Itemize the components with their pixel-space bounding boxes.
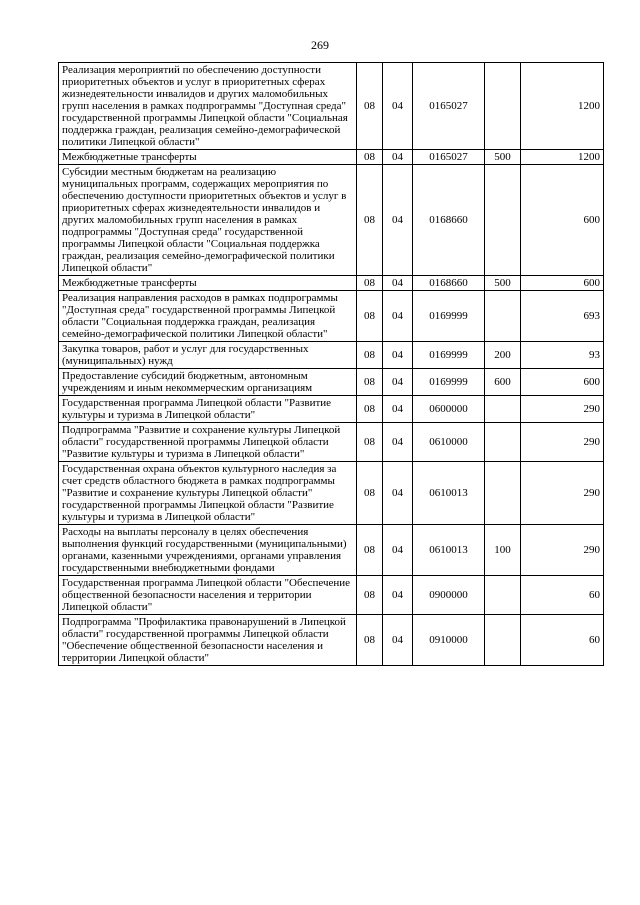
row-subsection: 04: [383, 423, 413, 462]
row-section: 08: [357, 423, 383, 462]
row-description: Закупка товаров, работ и услуг для государственных (муниципальных) нужд: [59, 342, 357, 369]
row-subsection: 04: [383, 291, 413, 342]
row-expense-type: [485, 165, 521, 276]
budget-table: [58, 62, 604, 666]
row-description: Предоставление субсидий бюджетным, автономным учреждениям и иным некоммерческим организациям: [59, 369, 357, 396]
table-row: [59, 396, 604, 423]
row-description: Субсидии местным бюджетам на реализацию муниципальных программ, содержащих мероприятия по обеспечению доступности приоритетных объектов и услуг в приоритетных сферах жизнедеятельности инвалидов и других маломобильных групп населения в рамках подпрограммы "Доступная среда" государственной программы Липецкой области "Социальная поддержка граждан, реализация семейно-демографической политики Липецкой области": [59, 165, 357, 276]
row-target-code: 0168660: [413, 165, 485, 276]
row-expense-type: [485, 396, 521, 423]
row-amount: 290: [521, 525, 604, 576]
row-subsection: 04: [383, 396, 413, 423]
row-expense-type: [485, 615, 521, 666]
row-expense-type: 500: [485, 276, 521, 291]
row-target-code: 0168660: [413, 276, 485, 291]
table-row: [59, 525, 604, 576]
row-target-code: 0610013: [413, 462, 485, 525]
row-target-code: 0610013: [413, 525, 485, 576]
row-subsection: 04: [383, 525, 413, 576]
row-section: 08: [357, 576, 383, 615]
row-description: Подпрограмма "Профилактика правонарушений в Липецкой области" государственной программы Липецкой области "Обеспечение общественной безопасности населения и территории Липецкой области": [59, 615, 357, 666]
row-expense-type: [485, 423, 521, 462]
row-expense-type: [485, 291, 521, 342]
row-target-code: 0600000: [413, 396, 485, 423]
row-expense-type: [485, 576, 521, 615]
row-amount: 290: [521, 462, 604, 525]
row-amount: 600: [521, 276, 604, 291]
row-amount: 290: [521, 423, 604, 462]
row-expense-type: [485, 63, 521, 150]
row-target-code: 0165027: [413, 150, 485, 165]
table-row: [59, 462, 604, 525]
table-row: [59, 369, 604, 396]
row-subsection: 04: [383, 63, 413, 150]
row-amount: 60: [521, 576, 604, 615]
row-section: 08: [357, 525, 383, 576]
row-description: Подпрограмма "Развитие и сохранение культуры Липецкой области" государственной программы Липецкой области "Развитие культуры и туризма в Липецкой области": [59, 423, 357, 462]
row-subsection: 04: [383, 576, 413, 615]
row-expense-type: 200: [485, 342, 521, 369]
row-expense-type: 600: [485, 369, 521, 396]
row-amount: 60: [521, 615, 604, 666]
table-row: [59, 165, 604, 276]
row-target-code: 0169999: [413, 369, 485, 396]
row-target-code: 0169999: [413, 291, 485, 342]
row-section: 08: [357, 396, 383, 423]
row-description: Государственная охрана объектов культурного наследия за счет средств областного бюджета в рамках подпрограммы "Развитие и сохранение культуры Липецкой области" государственной программы Липецкой области "Развитие культуры и туризма в Липецкой области": [59, 462, 357, 525]
table-body: [59, 63, 604, 666]
table-row: [59, 276, 604, 291]
row-section: 08: [357, 150, 383, 165]
row-expense-type: [485, 462, 521, 525]
row-amount: 290: [521, 396, 604, 423]
row-target-code: 0165027: [413, 63, 485, 150]
table-row: [59, 576, 604, 615]
row-section: 08: [357, 342, 383, 369]
table-row: [59, 615, 604, 666]
row-section: 08: [357, 291, 383, 342]
table-row: [59, 150, 604, 165]
row-section: 08: [357, 63, 383, 150]
row-target-code: 0610000: [413, 423, 485, 462]
table-row: [59, 63, 604, 150]
row-description: Реализация мероприятий по обеспечению доступности приоритетных объектов и услуг в приоритетных сферах жизнедеятельности инвалидов и других маломобильных групп населения в рамках подпрограммы "Доступная среда" государственной программы Липецкой области "Социальная поддержка граждан, реализация семейно-демографической политики Липецкой области": [59, 63, 357, 150]
row-subsection: 04: [383, 615, 413, 666]
row-section: 08: [357, 165, 383, 276]
row-amount: 1200: [521, 63, 604, 150]
row-description: Государственная программа Липецкой области "Обеспечение общественной безопасности населения и территории Липецкой области": [59, 576, 357, 615]
row-subsection: 04: [383, 276, 413, 291]
row-target-code: 0169999: [413, 342, 485, 369]
row-description: Реализация направления расходов в рамках подпрограммы "Доступная среда" государственной программы Липецкой области "Социальная поддержка граждан, реализация семейно-демографической политики Липецкой области": [59, 291, 357, 342]
row-section: 08: [357, 276, 383, 291]
row-amount: 693: [521, 291, 604, 342]
row-description: Межбюджетные трансферты: [59, 276, 357, 291]
table-row: [59, 342, 604, 369]
row-section: 08: [357, 369, 383, 396]
row-section: 08: [357, 462, 383, 525]
row-target-code: 0900000: [413, 576, 485, 615]
row-amount: 600: [521, 369, 604, 396]
row-subsection: 04: [383, 165, 413, 276]
table-row: [59, 291, 604, 342]
row-subsection: 04: [383, 150, 413, 165]
row-expense-type: 500: [485, 150, 521, 165]
row-target-code: 0910000: [413, 615, 485, 666]
table-row: [59, 423, 604, 462]
row-amount: 1200: [521, 150, 604, 165]
row-subsection: 04: [383, 369, 413, 396]
row-amount: 600: [521, 165, 604, 276]
row-description: Государственная программа Липецкой области "Развитие культуры и туризма в Липецкой области": [59, 396, 357, 423]
row-expense-type: 100: [485, 525, 521, 576]
row-description: Межбюджетные трансферты: [59, 150, 357, 165]
row-section: 08: [357, 615, 383, 666]
row-amount: 93: [521, 342, 604, 369]
row-description: Расходы на выплаты персоналу в целях обеспечения выполнения функций государственными (муниципальными) органами, казенными учреждениями, органами управления государственными внебюджетными фондами: [59, 525, 357, 576]
row-subsection: 04: [383, 462, 413, 525]
row-subsection: 04: [383, 342, 413, 369]
page-number: 269: [311, 38, 329, 52]
